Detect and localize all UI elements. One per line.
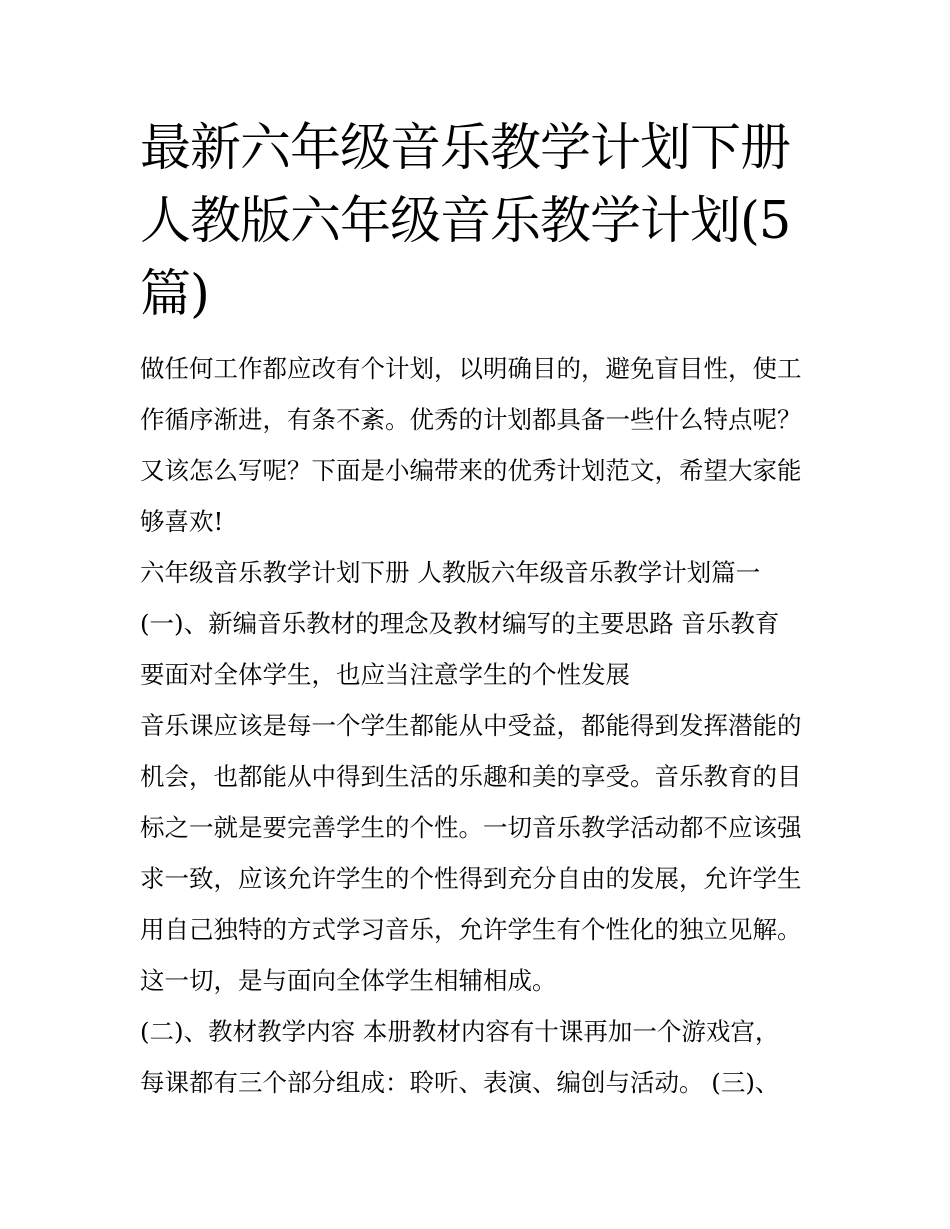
body-line-13: 这一切，是与面向全体学生相辅相成。	[140, 966, 557, 995]
body-line-12: 用自己独特的方式学习音乐，允许学生有个性化的独立见解。	[140, 915, 802, 944]
body-line-1: 做任何工作都应改有个计划，以明确目的，避免盲目性，使工	[140, 354, 802, 383]
body-line-8: 音乐课应该是每一个学生都能从中受益，都能得到发挥潜能的	[140, 711, 802, 740]
section-heading-1: 六年级音乐教学计划下册 人教版六年级音乐教学计划篇一	[140, 558, 761, 587]
body-line-10: 标之一就是要完善学生的个性。一切音乐教学活动都不应该强	[140, 813, 802, 842]
document-title	[140, 112, 816, 331]
title-line-1: 最新六年级音乐教学计划下册	[140, 119, 791, 178]
document-page	[140, 112, 816, 1108]
title-line-2: 人教版六年级音乐教学计划(5	[140, 192, 791, 251]
title-line-3: 篇)	[140, 265, 209, 324]
body-line-7: 要面对全体学生，也应当注意学生的个性发展	[140, 660, 630, 689]
body-line-9: 机会，也都能从中得到生活的乐趣和美的享受。音乐教育的目	[140, 762, 802, 791]
body-line-3: 又该怎么写呢？下面是小编带来的优秀计划范文，希望大家能	[140, 456, 802, 485]
body-line-4: 够喜欢!	[140, 507, 224, 536]
document-body	[140, 343, 816, 1108]
body-line-6: (一)、新编音乐教材的理念及教材编写的主要思路 音乐教育	[140, 609, 780, 638]
body-line-11: 求一致，应该允许学生的个性得到充分自由的发展，允许学生	[140, 864, 802, 893]
body-line-2: 作循序渐进，有条不紊。优秀的计划都具备一些什么特点呢？	[140, 405, 802, 434]
body-line-14: (二)、教材教学内容 本册教材内容有十课再加一个游戏宫，	[140, 1017, 780, 1046]
body-line-15: 每课都有三个部分组成：聆听、表演、编创与活动。 (三)、	[140, 1068, 780, 1097]
